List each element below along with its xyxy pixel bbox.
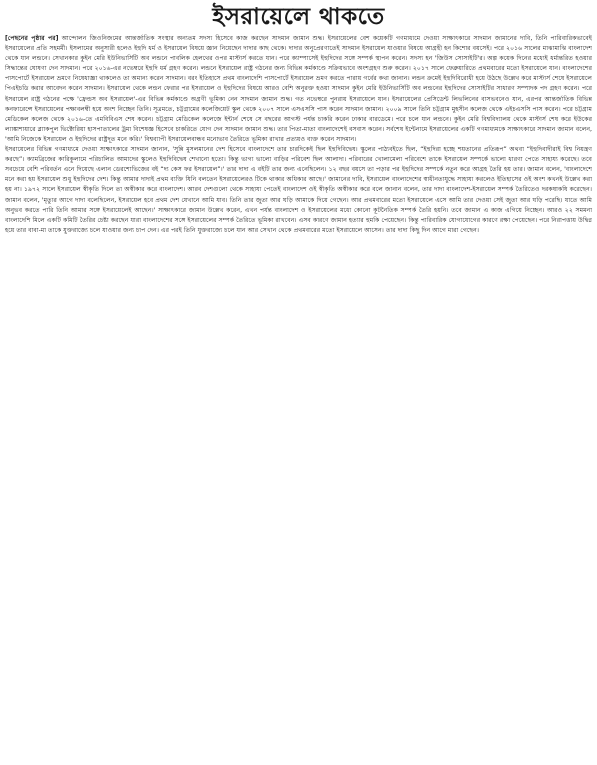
continuation-tag: [পেছনের পৃষ্ঠার পর] [5, 35, 59, 42]
paragraph-text-2: ইসরায়েলের বিভিন্ন গণমাধ্যমে দেওয়া সাক্ষাৎকারে সাদমান জানান, 'সুন্নি মুসলমানের দেশ হিসেবে বাংলাদেশে তার চারদিকেই ছিল ইহুদিবিদ্বেষ। স্কুলের পাঠ্যবইতে ছিল, “ইহুদিরা হচ্ছে শয়তানের প্রতিরূপ” অথবা “ইহুদিবাদীরাই বিশ্ব নিয়ন্ত্রণ করছে”। ক্যামব্রিজের কারিকুলামে পরিচালিত আমাদের স্কুলেও ইহুদিবিদ্বেষ শেখানো হতো। কিন্তু ভাগ্য ভালো বাড়ির পরিবেশ ছিল আলাদা। পরিবারের খোলামেলা পরিবেশে তাকে ইসরায়েল সম্পর্কে ভালো ধারণা পেতে সাহায্য করেছে। তবে সবচেয়ে বেশি পরিবর্তন এনে দিয়েছে এলান ডেরশোভিজের বই “দ্য কেস ফর ইসরায়েল”।' তার দাদা এ বইটি তার জন্য এনেছিলেন। ১২ বছর বয়সে তা পড়ার পর ইহুদিদের সম্পর্কে নতুন করে আগ্রহ তৈরি হয় তার। জামান বলেন, 'বাংলাদেশে মনে করা হয় ইসরায়েল শুধু ইহুদিদের দেশ। কিন্তু আমার দাদাই প্রথম ব্যক্তি যিনি বলতেন ইসরায়েলেরও টিকে থাকার অধিকার আছে।' জামানের দাবি, ইসরায়েল বাংলাদেশের স্বাধীনতাযুদ্ধে সাহায্য করলেও ইতিহাসের ওই অংশ কখনই উল্লেখ করা হয় না। ১৯৭২ সালে ইসরায়েল স্বীকৃতি দিলে তা অস্বীকার করে বাংলাদেশ। আরব দেশগুলো থেকে সাহায্য পেতেই বাংলাদেশ ওই স্বীকৃতি অস্বীকার করে বলে জানান বলেন, তার দাদা বাংলাদেশ-ইসরায়েল সম্পর্ক তৈরিতেও দরকষাকষি করেছেন। জামান বলেন, 'মৃত্যুর আগে দাদা বলেছিলেন, ইসরায়েল হবে প্রথম দেশ যেখানে আমি যাব। তিনি তার জুতা আর ঘড়ি আমাকে দিয়ে গেছেন। আর প্রথমবারের মতো ইসরায়েলে এসে আমি তার দেওয়া সেই জুতা আর ঘড়ি পরেছি। যাতে আমি অনুভব করতে পারি তিনি আমার সঙ্গে ইসরায়েলেই আছেন।' সাক্ষাৎকারে জামান উল্লেখ করেন, এখন পর্যন্ত বাংলাদেশ ও ইসরায়েলের মধ্যে কোনো কূটনৈতিক সম্পর্ক তৈরি হয়নি। তবে জামান এ কাজ এগিয়ে নিচ্ছেন। আরও ২২ সমমনা বাংলাদেশি মিলে একটি কমিটি তৈরির চেষ্টা করছেন যারা বাংলাদেশের সঙ্গে ইসরায়েলের সম্পর্ক তৈরিতে ভূমিকা রাখবেন। এসব কারণে জামান হত্যার হুমকি পেয়েছেন। কিন্তু পারিবারিক যোগাযোগের কারণে রক্ষা পেয়েছেন। পরে নিরাপত্তায় উদ্বিগ্ন হয়ে তার বাবা-মা তাকে যুক্তরাজ্যে চলে যাওয়ার জন্য চাপ দেন। এর পরই তিনি যুক্তরাজ্যে চলে যান আর সেখান থেকে প্রথমবারের মতো ইসরায়েলে আসেন। তার দাদা কিছু দিন আগে মারা গেছেন। [5, 146, 592, 234]
article-body [5, 34, 592, 236]
article-headline: ইসরায়েলে থাকতে [212, 4, 385, 30]
article-paragraph-2 [5, 145, 592, 236]
article-paragraph-1 [5, 34, 592, 145]
paragraph-text-1: আন্দোলন জিওনিজমের আন্তর্জাতিক সংস্থার অন্যতম সদস্য হিসেবে কাজ করছেন সাদমান জামান শুদ্ধ। ইসরায়েলের বেশ কয়েকটি গণমাধ্যমে দেওয়া সাক্ষাৎকারে সাদমান জামানের দাবি, তিনি পারিবারিকভাবেই ইসরায়েলের প্রতি সহমর্মী। ইসলামের অনুসারী হলেও ইহুদি ধর্ম ও ইসরায়েল বিষয়ে জ্ঞান নিয়েছেন দাদার কাছ থেকে। দাদার অনুপ্রেরণাতেই সাদমান ইসরায়েল যাওয়ার বিষয়ে আগ্রহী হন কিশোর বয়সেই। পরে ২০১৬ সালের মাঝামাঝি বাংলাদেশ থেকে যান লন্ডনে। সেখানকার কুইন মেরি ইউনিভার্সিটি অব লন্ডনে পাবলিক হেলথের ওপর মাস্টার্স করতে যান। পরে ক্যাম্পাসেই ইহুদিদের সঙ্গে সম্পর্ক স্থাপন করেন। সদস্য হন 'জিউস সোসাইটি'র। অল্প কয়েক দিনের মধ্যেই ধর্মান্তরিত হওয়ার সিদ্ধান্তের ঘোষণা দেন সাদমান। পরে ২০১৬-এর নভেম্বরে ইহুদি ধর্ম গ্রহণ করেন। লন্ডনে ইসরায়েল রাষ্ট্র গঠনের জন্য বিভিন্ন কর্মকাণ্ডে সক্রিয়ভাবে অংশগ্রহণ শুরু করেন। ২০১৭ সালে ফেব্রুয়ারিতে প্রথমবারের মতো ইসরায়েলে যান। বাংলাদেশের পাসপোর্টে ইসরায়েল ভ্রমণে নিষেধাজ্ঞা থাকলেও তা অমান্য করেন সাদমান। বরং ইতিহাসে প্রথম বাংলাদেশি পাসপোর্টে ইসরায়েল ভ্রমণ করতে পারায় গর্বের কথা জানান। লন্ডন ক্রমেই ইহুদিবিরোধী হয়ে উঠছে উল্লেখ করে মাস্টার্স শেষে ইসরায়েলে পিএইচডি করার আবেদন করেন সাদমান। ইসরায়েল থেকে লন্ডন ফেরার পর ইসরায়েল ও ইহুদিদের বিষয়ে আরও বেশি অনুরক্ত হওয়া সাদমান কুইন মেরি ইউনিভার্সিটি অব লন্ডনের ইহুদিদের সোসাইটির সাধারণ সম্পাদক পদ গ্রহণ করেন। পরে ইসরায়েল রাষ্ট্র গঠনের পক্ষে 'ফ্রেন্ডস অব ইসরায়েল'-এর বিভিন্ন কর্মকাণ্ডে অগ্রণী ভূমিকা নেন সাদমান জামান শুদ্ধ। গত নভেম্বরে পুনরায় ইসরায়েলে যান। ইসরায়েলের প্রেসিডেন্ট লিভলিনের বাসভবনেও যান, এরপর আন্তর্জাতিক বিভিন্ন কনফারেন্সে ইসরায়েলের পক্ষাবলম্বী হয়ে অংশ নিচ্ছেন তিনি। সূত্রমতে, চট্টগ্রামের কলেজিয়েট স্কুল থেকে ২০০৭ সালে এসএসসি পাস করেন সাদমান জামান। ২০০৯ সালে তিনি চট্টগ্রাম মুহসীন কলেজ থেকে এইচএসসি পাস করেন। পরে চট্টগ্রাম মেডিকেল কলেজ থেকে ২০১৬-তে এমবিবিএস শেষ করেন। চট্টগ্রাম মেডিকেল কলেজে ইন্টার্ন শেষে সে বছরের আগস্ট পর্যন্ত চাকরি করেন ঢাকার বারডেমে। পরে চলে যান লন্ডনে। কুইন মেরি বিশ্ববিদ্যালয় থেকে মাস্টার্স শেষ করে ইউকের ল্যাঙ্কাশায়ারে ব্ল্যাকপুল ভিক্টোরিয়া হাসপাতালের ট্রমা বিশেষজ্ঞ হিসেবে চাকরিতে যোগ দেন সাদমান জামান শুদ্ধ। তার পিতা-মাতা বাংলাদেশেই বসবাস করেন। সর্বশেষ ইন্টেনামে ইসরায়েলের একটি গণমাধ্যমকে সাক্ষাৎকারে সাদমান জামান বলেন, 'আমি নিজেকে ইসরায়েল ও ইহুদিদের রাষ্ট্রদূত মনে করি।' বিশ্বব্যাপী ইসরায়েলবান্ধব মনোভাব তৈরিতে ভূমিকা রাখার প্রত্যয়ও ব্যক্ত করেন সাদমান। [5, 35, 592, 143]
